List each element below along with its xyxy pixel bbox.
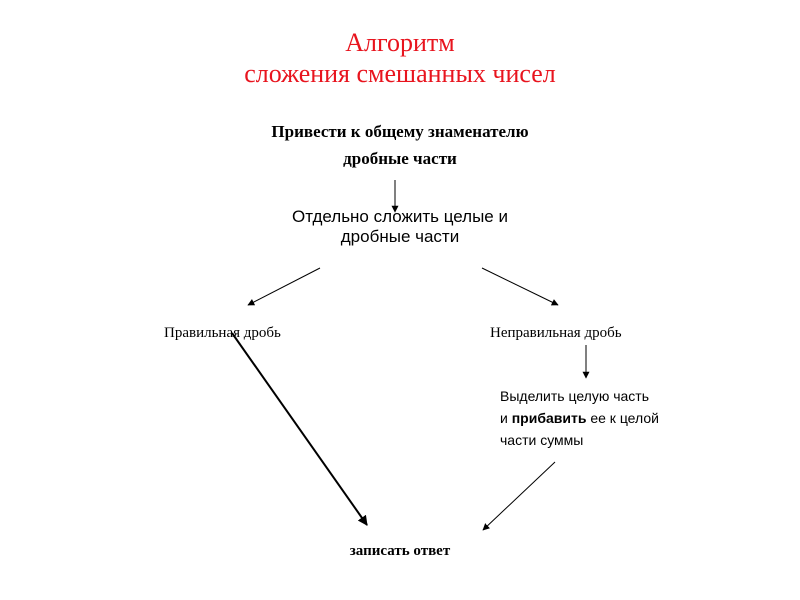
line-2-suffix: ее к целой	[586, 410, 659, 426]
improper-fraction-node: Неправильная дробь	[490, 325, 622, 341]
add-emphasis: прибавить	[511, 410, 587, 426]
arrow-extract-to-answer	[483, 462, 555, 530]
arrow-proper-to-answer	[232, 333, 367, 525]
arrow-to-improper-fraction	[482, 268, 558, 305]
step-common-denominator-line-1: Привести к общему знаменателю	[271, 122, 529, 141]
title-line-2: сложения смешанных чисел	[244, 59, 556, 88]
title-line-1: Алгоритм	[345, 28, 455, 57]
step-write-answer: записать ответ	[349, 543, 451, 559]
line-2-prefix: и	[500, 410, 512, 426]
step-common-denominator-line-2: дробные части	[343, 149, 457, 168]
step-extract-whole-line-1: Выделить целую часть	[500, 388, 650, 404]
step-extract-whole-line-3: части суммы	[500, 432, 584, 448]
proper-fraction-node: Правильная дробь	[164, 325, 281, 341]
arrow-to-proper-fraction	[248, 268, 320, 305]
step-add-separately-line-2: дробные части	[340, 227, 460, 246]
step-add-separately-line-1: Отдельно сложить целые и	[292, 207, 508, 226]
